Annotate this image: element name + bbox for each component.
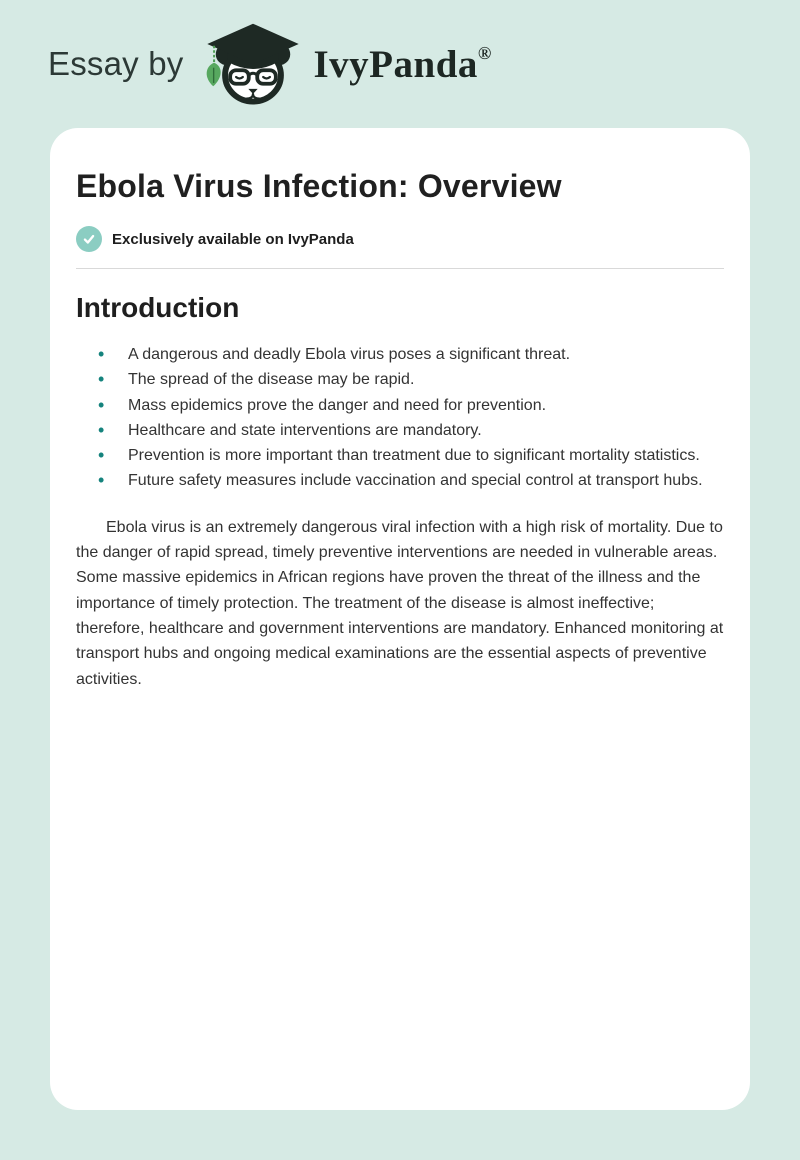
list-item [98,418,724,443]
summary-bullet-list [76,342,724,494]
registered-trademark: ® [477,42,492,63]
essay-card [50,128,750,1110]
essay-by-label: Essay by [48,45,184,82]
list-item [98,342,724,367]
bullet-icon: • [98,394,105,415]
list-item [98,367,724,392]
bullet-icon: • [98,419,105,440]
site-header [0,0,800,128]
essay-title: Ebola Virus Infection: Overview [76,168,562,204]
list-item-text: Healthcare and state interventions are mandatory. [128,421,482,439]
section-heading-introduction: Introduction [76,292,240,323]
divider [76,268,724,269]
bullet-icon: • [98,445,105,466]
bullet-icon: • [98,344,105,364]
list-item [98,468,724,493]
bullet-icon: • [98,369,105,390]
list-item-text: A dangerous and deadly Ebola virus poses a significant threat. [128,346,571,363]
exclusive-badge-label: Exclusively available on IvyPanda [112,230,354,248]
list-item-text: The spread of the disease may be rapid. [128,371,415,389]
check-icon [76,226,102,252]
list-item-text: Future safety measures include vaccination and special control at transport hubs. [128,472,703,490]
bullet-icon: • [98,470,105,491]
list-item-text: Prevention is more important than treatment due to significant mortality statistics. [128,447,700,465]
list-item [98,393,724,418]
exclusive-badge [76,226,724,252]
list-item-text: Mass epidemics prove the danger and need for prevention. [128,396,547,414]
brand-name: IvyPanda® [313,42,492,86]
ivypanda-panda-logo-icon [202,22,304,110]
intro-paragraph: Ebola virus is an extremely dangerous viral infection with a high risk of mortality. Due to the danger of rapid spread, timely preventive interventions are needed in vulnerable areas. Some massive epidemics in African regions have proven the threat of the illness and the importance of timely protection. The treatment of the disease is almost ineffective; therefore, healthcare and government interventions are mandatory. Enhanced monitoring at transport hubs and ongoing medical examinations are the essential aspects of preventive activities. [76,518,724,688]
list-item [98,443,724,468]
